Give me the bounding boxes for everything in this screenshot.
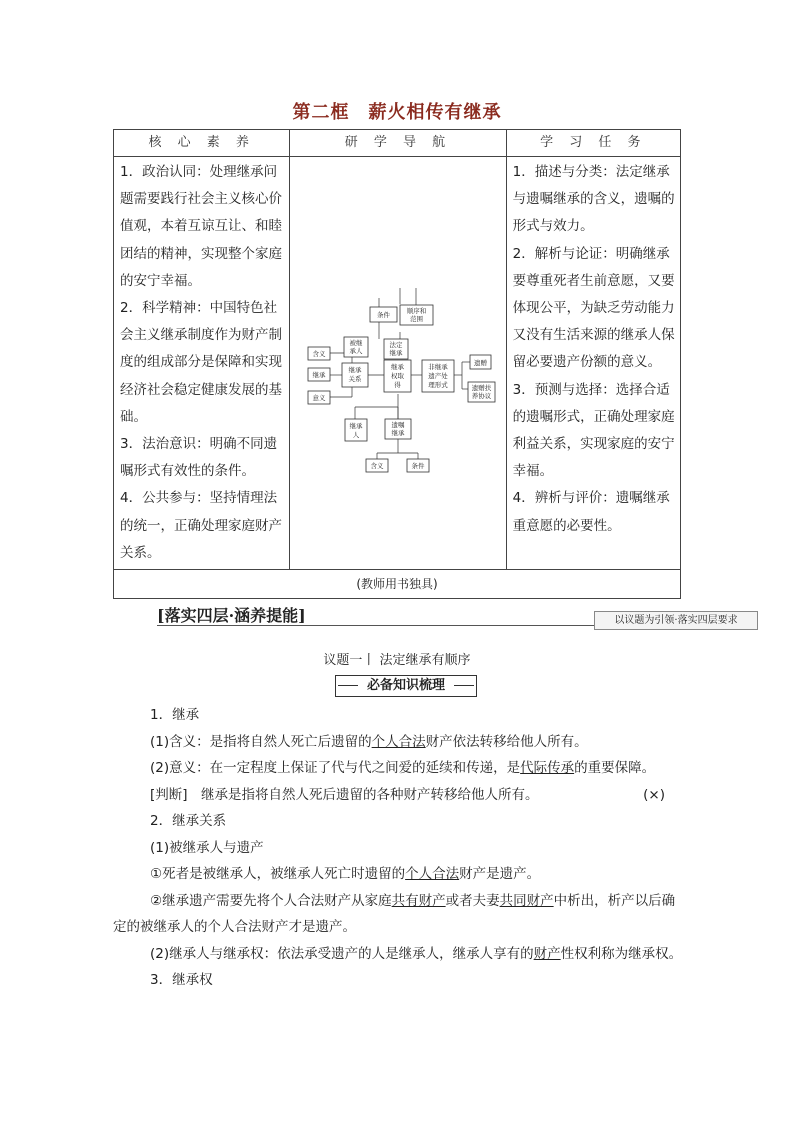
- node-hanyi-bottom: 含义: [370, 462, 384, 470]
- concept-map-diagram: [290, 157, 512, 566]
- node-beijicheng-line2: 承人: [349, 347, 363, 355]
- blank-answer: 共同财产: [499, 892, 554, 909]
- paragraph-significance: (2)意义：在一定程度上保证了代与代之间爱的延续和传递，是代际传承的重要保障。: [150, 760, 656, 776]
- paragraph-meaning: (1)含义：是指将自然人死亡后遗留的个人合法财产依法转移给他人所有。: [150, 733, 588, 750]
- node-guanxi-line1: 继承: [348, 366, 362, 374]
- heading-inheritance: 1．继承: [150, 707, 200, 723]
- task-item: 3．预测与选择：选择合适的遗嘱形式，正确处理家庭利益关系，实现家庭的安宁幸福。: [512, 381, 675, 480]
- heading-relationship: 2．继承关系: [150, 813, 227, 829]
- task-item: 4．辨析与评价：遗嘱继承重意愿的必要性。: [512, 490, 670, 534]
- task-item: 2．解析与论证：明确继承要尊重死者生前意愿，又要体现公平，为缺乏劳动能力又没有生活来源的继承人保留必要遗产份额的意义。: [512, 245, 675, 371]
- knowledge-content: [113, 702, 683, 994]
- node-yizhu-line2: 继承: [391, 429, 405, 437]
- node-yiyi-left: 意义: [312, 394, 326, 402]
- subheading-decedent: (1)被继承人与遗产: [150, 839, 264, 856]
- core-item: 1．政治认同：处理继承问题需要践行社会主义核心价值观，本着互谅互让、和睦团结的精神，实现整个家庭的安宁幸福。: [120, 164, 282, 289]
- core-literacy-cell: [114, 157, 290, 570]
- overview-table: [113, 129, 681, 599]
- node-fei-line2: 遗产处: [428, 372, 449, 380]
- node-hanyi-left: 含义: [312, 350, 326, 358]
- node-jicheng-left: 继承: [312, 371, 326, 379]
- node-fuyang-line2: 养协议: [472, 392, 492, 400]
- heading-inheritance-right: 3．继承权: [150, 972, 213, 988]
- banner-tag: 以议题为引领·落实四层要求: [594, 611, 758, 630]
- node-jichengren-line1: 继承: [349, 422, 363, 430]
- core-item: 4．公共参与：坚持情理法的统一，正确处理家庭财产关系。: [120, 490, 282, 561]
- topic-heading: 议题一丨 法定继承有顺序: [323, 653, 471, 668]
- node-fuyang-line1: 遗赠扶: [472, 384, 492, 392]
- node-fading-line2: 继承: [389, 349, 403, 357]
- core-item: 2．科学精神：中国特色社会主义继承制度作为财产制度的组成部分是保障和实现经济社会稳定健康发展的基础。: [120, 300, 282, 425]
- node-quan-line1: 继承: [391, 363, 405, 371]
- table-footer-row: [114, 570, 681, 599]
- node-fei-line1: 非继承: [428, 363, 449, 371]
- node-tiaojian-bottom: 条件: [411, 462, 425, 470]
- judgment-mark: (×): [643, 786, 665, 803]
- study-guide-cell: [290, 157, 506, 570]
- blank-answer: 代际传承: [520, 760, 575, 776]
- core-item: 3．法治意识：明确不同遗嘱形式有效性的条件。: [120, 436, 278, 480]
- header-study-guide: 研 学 导 航: [290, 130, 506, 157]
- node-fading-line1: 法定: [389, 341, 403, 349]
- node-shunxu-line1: 顺序和: [407, 307, 427, 315]
- node-fei-line3: 理形式: [428, 381, 449, 389]
- header-core-literacy: 核 心 素 养: [114, 130, 290, 157]
- table-body-row: [114, 157, 681, 570]
- node-yizhu-line1: 遗嘱: [391, 421, 405, 429]
- page-title: 第二框 薪火相传有继承: [292, 102, 502, 123]
- node-yizeng: 遗赠: [474, 359, 488, 367]
- learning-tasks-cell: [506, 157, 680, 570]
- node-tiaojian-top: 条件: [377, 311, 391, 319]
- node-quan-line2: 权取: [391, 372, 405, 380]
- header-learning-tasks: 学 习 任 务: [506, 130, 680, 157]
- blank-answer: 个人合法: [371, 733, 426, 750]
- node-guanxi-line2: 关系: [348, 375, 362, 383]
- knowledge-section-label: 必备知识梳理: [335, 675, 477, 697]
- blank-answer: 个人合法: [405, 866, 460, 882]
- paragraph-heir: (2)继承人与继承权：依法承受遗产的人是继承人，继承人享有的财产性权利称为继承权。: [150, 945, 683, 962]
- node-quan-line3: 得: [394, 381, 402, 389]
- section-banner-title: [落实四层·涵养提能]: [157, 606, 306, 625]
- paragraph-decedent: ①死者是被继承人，被继承人死亡时遗留的个人合法财产是遗产。: [150, 866, 541, 882]
- node-shunxu-line2: 范围: [410, 315, 424, 323]
- table-header-row: [114, 130, 681, 157]
- node-jichengren-line2: 人: [353, 431, 360, 439]
- node-beijicheng-line1: 被继: [349, 339, 363, 347]
- blank-answer: 财产: [533, 945, 561, 962]
- teacher-note: (教师用书独具): [114, 570, 681, 599]
- judgment-item: [判断] 继承是指将自然人死后遗留的各种财产转移给他人所有。 (×): [113, 782, 683, 809]
- task-item: 1．描述与分类：法定继承与遗嘱继承的含义，遗嘱的形式与效力。: [512, 164, 675, 235]
- paragraph-estate-division: ②继承遗产需要先将个人合法财产从家庭共有财产或者夫妻共同财产中析出，析产以后确定的被继承人的个人合法财产才是遗产。: [113, 892, 676, 935]
- blank-answer: 共有财产: [391, 892, 446, 909]
